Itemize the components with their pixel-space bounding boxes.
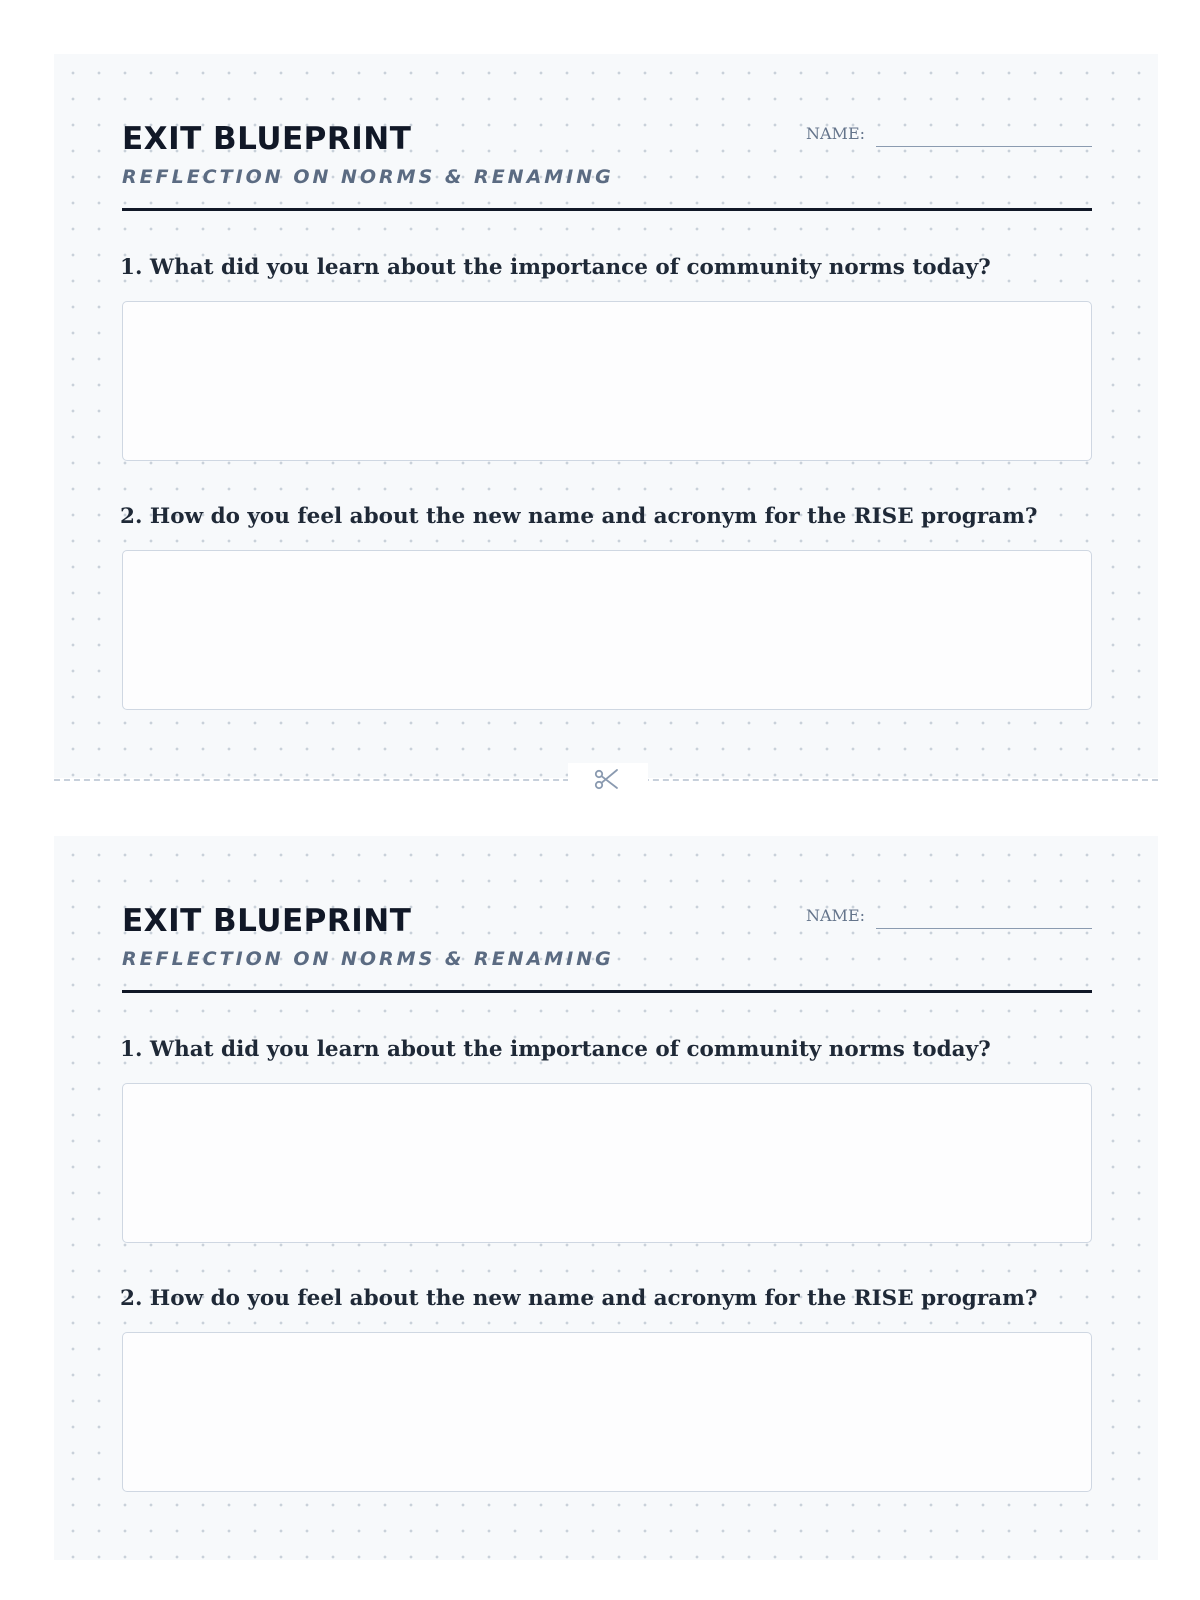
question-1: 1. What did you learn about the importance of community norms today? — [120, 1037, 991, 1062]
slip-title: EXIT BLUEPRINT — [122, 903, 412, 939]
scissors-icon — [592, 764, 622, 794]
answer-box-1[interactable] — [122, 1083, 1092, 1243]
slip-title: EXIT BLUEPRINT — [122, 121, 412, 157]
name-label: NAME: — [806, 906, 866, 925]
answer-box-2[interactable] — [122, 550, 1092, 710]
slip-subtitle: REFLECTION ON NORMS & RENAMING — [122, 948, 614, 970]
exit-slip-top — [54, 54, 1158, 778]
answer-box-1[interactable] — [122, 301, 1092, 461]
question-1: 1. What did you learn about the importance of community norms today? — [120, 255, 991, 280]
header-rule — [122, 990, 1092, 993]
exit-slip-bottom — [54, 836, 1158, 1560]
question-2: 2. How do you feel about the new name and acronym for the RISE program? — [120, 504, 1038, 529]
name-write-line[interactable] — [876, 928, 1092, 929]
answer-box-2[interactable] — [122, 1332, 1092, 1492]
question-2: 2. How do you feel about the new name and acronym for the RISE program? — [120, 1286, 1038, 1311]
name-write-line[interactable] — [876, 146, 1092, 147]
header-rule — [122, 208, 1092, 211]
name-label: NAME: — [806, 124, 866, 143]
slip-subtitle: REFLECTION ON NORMS & RENAMING — [122, 166, 614, 188]
